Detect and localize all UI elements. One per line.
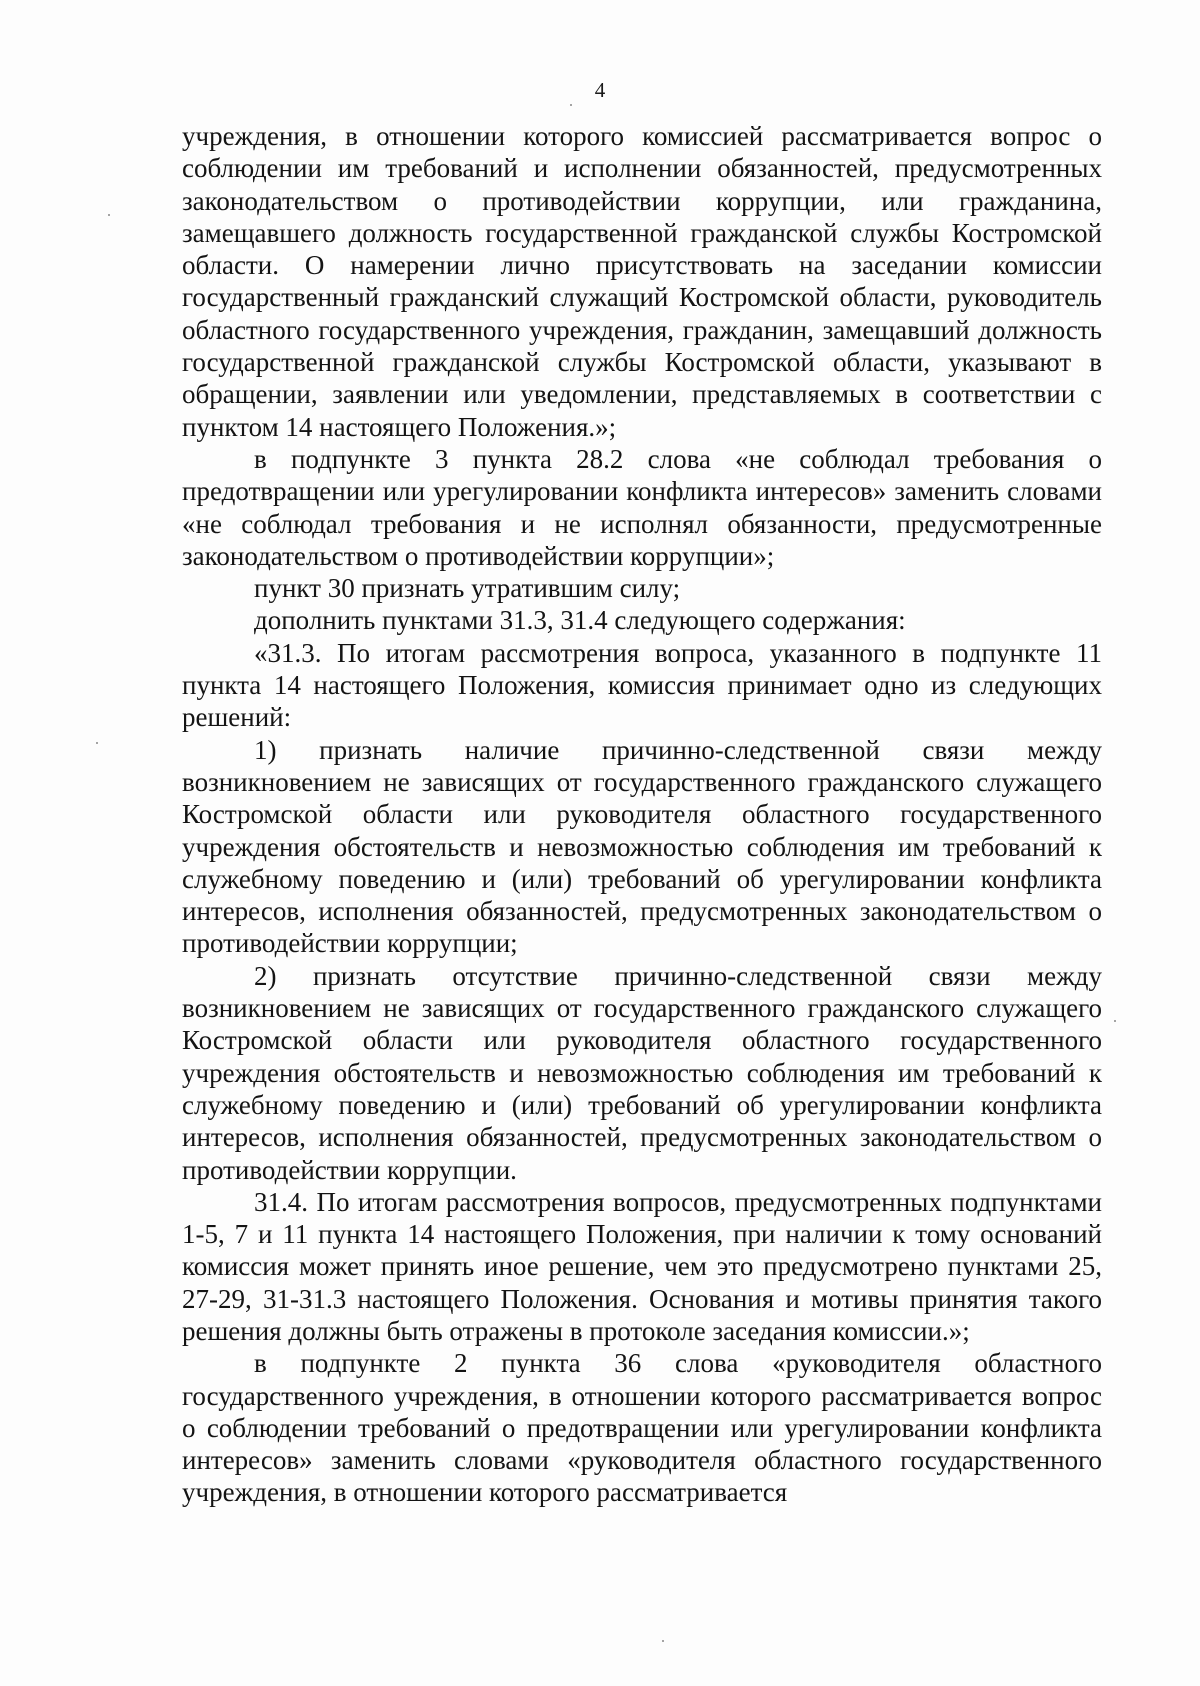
paragraph-31-3: «31.3. По итогам рассмотрения вопроса, указанного в подпункте 11 пункта 14 настоящего Положения, комиссия принимает одно из следующих решений: bbox=[182, 637, 1102, 733]
paragraph-subpoint-28-2: в подпункте 3 пункта 28.2 слова «не соблюдал требования о предотвращении или урегулировании конфликта интересов» заменить словами «не соблюдал требования и не исполнял обязанности, предусмотренные законодательством о противодействии коррупции»; bbox=[182, 443, 1102, 571]
document-body bbox=[182, 120, 1102, 1509]
paragraph-point-30: пункт 30 признать утратившим силу; bbox=[254, 573, 681, 604]
scan-speck bbox=[108, 214, 110, 216]
scan-speck bbox=[1114, 1020, 1116, 1022]
paragraph-add-points: дополнить пунктами 31.3, 31.4 следующего содержания: bbox=[254, 605, 906, 636]
paragraph-item-1: 1) признать наличие причинно-следственной связи между возникновением не зависящих от государственного гражданского служащего Костромской области или руководителя областного государственного учреждения обстоятельств и невозможностью соблюдения им требований к служебному поведению и (или) требований об урегулировании конфликта интересов, исполнения обязанностей, предусмотренных законодательством о противодействии коррупции; bbox=[182, 734, 1102, 959]
scan-speck bbox=[96, 742, 98, 744]
paragraph-item-2: 2) признать отсутствие причинно-следственной связи между возникновением не зависящих от государственного гражданского служащего Костромской области или руководителя областного государственного учреждения обстоятельств и невозможностью соблюдения им требований к служебному поведению и (или) требований об урегулировании конфликта интересов, исполнения обязанностей, предусмотренных законодательством о противодействии коррупции. bbox=[182, 960, 1102, 1185]
paragraph-subpoint-36: в подпункте 2 пункта 36 слова «руководителя областного государственного учреждения, в отношении которого рассматривается вопрос о соблюдении требований о предотвращении или урегулировании конфликта интересов» заменить словами «руководителя областного государственного учреждения, в отношении которого рассматривается bbox=[182, 1348, 1102, 1508]
paragraph-31-4: 31.4. По итогам рассмотрения вопросов, предусмотренных подпунктами 1-5, 7 и 11 пункта 14 настоящего Положения, при наличии к тому оснований комиссия может принять иное решение, чем это предусмотрено пунктами 25, 27-29, 31-31.3 настоящего Положения. Основания и мотивы принятия такого решения должны быть отражены в протоколе заседания комиссии.»; bbox=[182, 1186, 1102, 1346]
paragraph-continuation: учреждения, в отношении которого комиссией рассматривается вопрос о соблюдении им требований и исполнении обязанностей, предусмотренных законодательством о противодействии коррупции, или гражданина, замещавшего должность государственной гражданской службы Костромской области. О намерении лично присутствовать на заседании комиссии государственный гражданский служащий Костромской области, руководитель областного государственного учреждения, гражданин, замещавший должность государственной гражданской службы Костромской области, указывают в обращении, заявлении или уведомлении, представляемых в соответствии с пунктом 14 настоящего Положения.»; bbox=[182, 121, 1102, 442]
scan-speck bbox=[570, 104, 572, 106]
scan-speck bbox=[662, 1640, 664, 1642]
page-number: 4 bbox=[594, 78, 606, 102]
